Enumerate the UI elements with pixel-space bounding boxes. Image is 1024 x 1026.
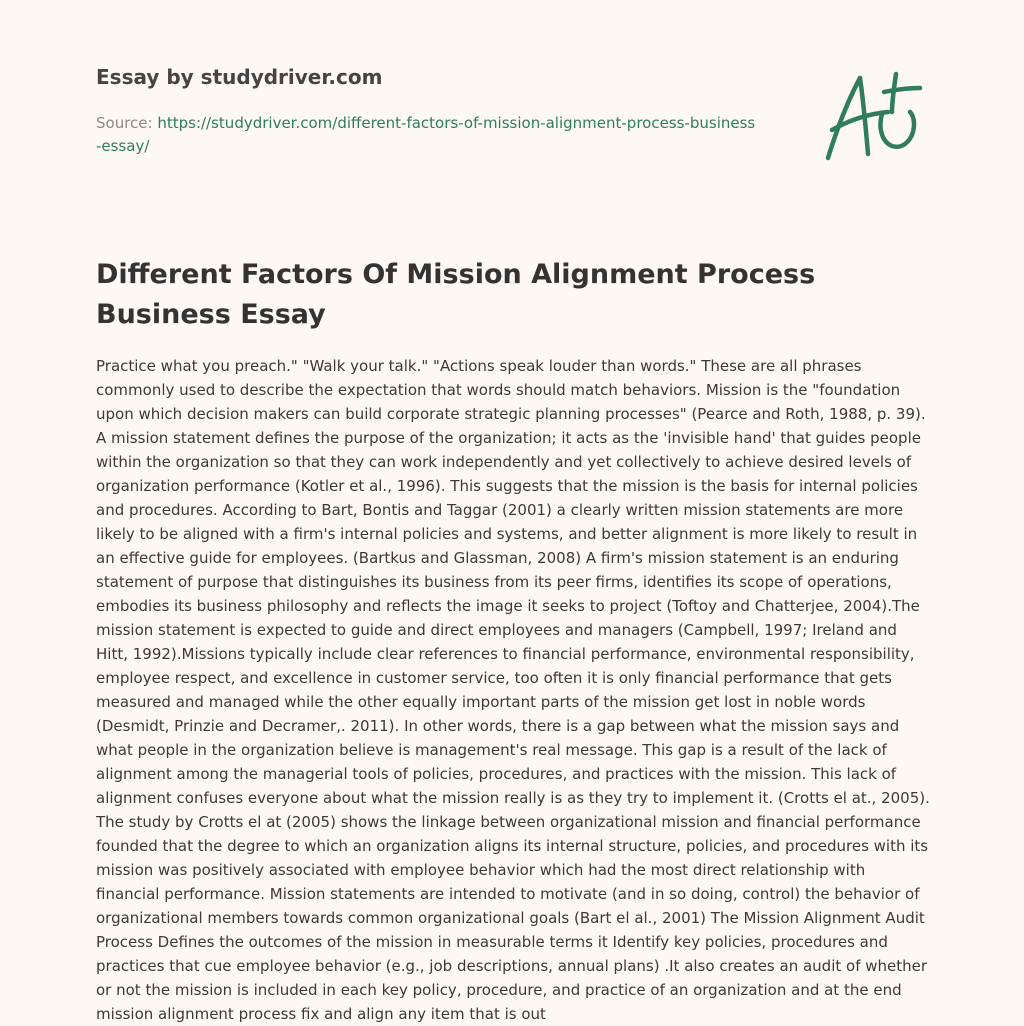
source-line bbox=[96, 112, 756, 158]
page-header bbox=[96, 62, 796, 158]
a-plus-grade-icon bbox=[822, 68, 926, 164]
source-link[interactable]: https://studydriver.com/different-factors-of-mission-alignment-process-business-essay/ bbox=[96, 114, 756, 155]
source-label: Source: bbox=[96, 114, 158, 132]
article-body: Practice what you preach." "Walk your talk." "Actions speak louder than words." These are all phrases commonly used to describe the expectation that words should match behaviors. Mission is the "foundation upon which decision makers can build corporate strategic planning processes" (Pearce and Roth, 1988, p. 39). A mission statement defines the purpose of the organization; it acts as the 'invisible hand' that guides people within the organization so that they can work independently and yet collectively to achieve desired levels of organization performance (Kotler et al., 1996). This suggests that the mission is the basis for internal policies and procedures. According to Bart, Bontis and Taggar (2001) a clearly written mission statements are more likely to be aligned with a firm's internal policies and systems, and better alignment is more likely to result in an effective guide for employees. (Bartkus and Glassman, 2008) A firm's mission statement is an enduring statement of purpose that distinguishes its business from its peer firms, identifies its scope of operations, embodies its business philosophy and reflects the image it seeks to project (Toftoy and Chatterjee, 2004).The mission statement is expected to guide and direct employees and managers (Campbell, 1997; Ireland and Hitt, 1992).Missions typically include clear references to financial performance, environmental responsibility, employee respect, and excellence in customer service, too often it is only financial performance that gets measured and managed while the other equally important parts of the mission get lost in noble words (Desmidt, Prinzie and Decramer,. 2011). In other words, there is a gap between what the mission says and what people in the organization believe is management's real message. This gap is a result of the lack of alignment among the managerial tools of policies, procedures, and practices with the mission. This lack of alignment confuses everyone about what the mission really is as they try to implement it. (Crotts el at., 2005). The study by Crotts el at (2005) shows the linkage between organizational mission and financial performance founded that the degree to which an organization aligns its internal structure, policies, and procedures with its mission was positively associated with employee behavior which had the most direct relationship with financial performance. Mission statements are intended to motivate (and in so doing, control) the behavior of organizational members towards common organizational goals (Bart el al., 2001) The Mission Alignment Audit Process Defines the outcomes of the mission in measurable terms it Identify key policies, procedures and practices that cue employee behavior (e.g., job descriptions, annual plans) .It also creates an audit of whether or not the mission is included in each key policy, procedure, and practice of an organization and at the end mission alignment process fix and align any item that is out bbox=[96, 357, 930, 1023]
article-title: Different Factors Of Mission Alignment Process Business Essay bbox=[96, 259, 816, 330]
site-brand: Essay by studydriver.com bbox=[96, 65, 383, 89]
